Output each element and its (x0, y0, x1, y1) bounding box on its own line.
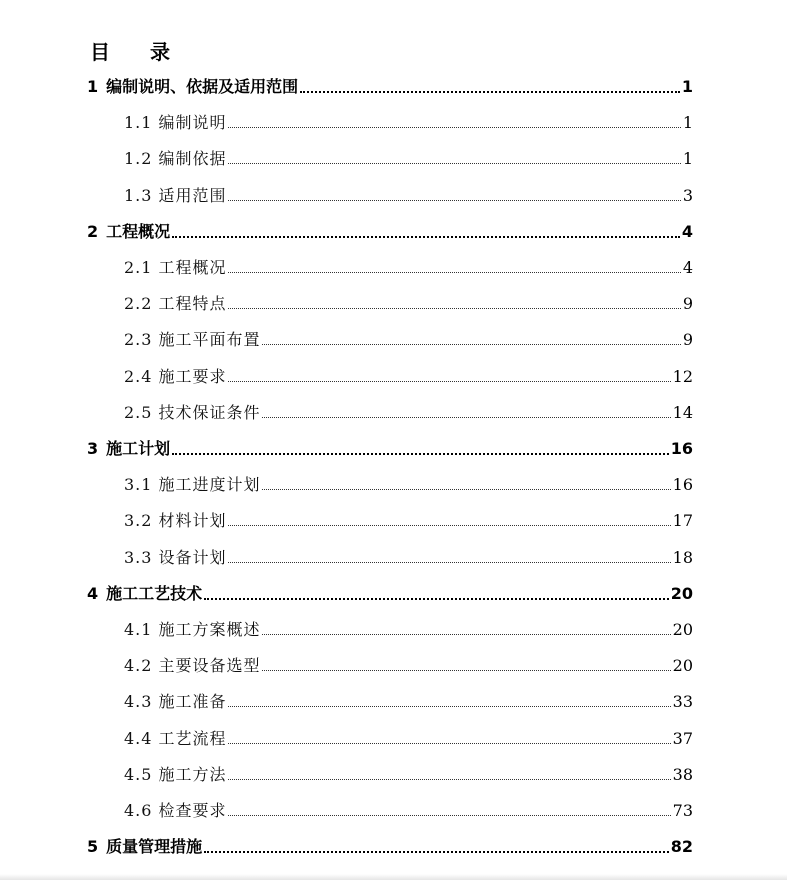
toc-entry-number: 2.4 (124, 367, 153, 386)
toc-page-number: 73 (672, 801, 693, 820)
toc-dot-leader (204, 598, 669, 600)
toc-entry-title: 工程概况 (106, 222, 171, 241)
toc-entry-title: 材料计划 (158, 511, 227, 530)
toc-page-number: 12 (672, 367, 693, 386)
toc-section-entry[interactable] (124, 183, 693, 207)
toc-entry-label (124, 547, 226, 569)
toc-section-entry[interactable] (124, 327, 693, 351)
toc-entry-label (124, 474, 260, 496)
toc-entry-number: 4.4 (124, 729, 153, 748)
toc-page-number: 1 (682, 113, 693, 132)
toc-entry-title: 施工平面布置 (158, 330, 261, 349)
toc-page-number: 17 (672, 511, 693, 530)
toc-entry-number: 4.2 (124, 656, 153, 675)
toc-entry-title: 检查要求 (158, 801, 227, 820)
toc-page-number: 20 (670, 584, 693, 603)
toc-dot-leader (262, 417, 670, 418)
toc-entry-number: 1 (87, 77, 99, 96)
toc-entry-title: 工艺流程 (158, 729, 227, 748)
toc-entry-label (124, 619, 260, 641)
toc-page-number: 9 (682, 330, 693, 349)
toc-section-entry[interactable] (124, 400, 693, 424)
toc-dot-leader (228, 308, 680, 309)
toc-entry-label (124, 329, 260, 351)
toc-entry-label (124, 257, 226, 279)
toc-entry-number: 4.6 (124, 801, 153, 820)
toc-entry-number: 1.1 (124, 113, 153, 132)
toc-dot-leader (228, 815, 670, 816)
toc-dot-leader (228, 163, 680, 164)
toc-section-entry[interactable] (124, 110, 693, 134)
toc-page-number: 14 (672, 403, 693, 422)
toc-entry-label (87, 438, 170, 460)
toc-entry-title: 主要设备选型 (158, 656, 261, 675)
toc-entry-number: 1.3 (124, 186, 153, 205)
toc-dot-leader (204, 851, 669, 853)
toc-entry-title: 工程特点 (158, 294, 227, 313)
toc-page-number: 20 (672, 656, 693, 675)
toc-section-entry[interactable] (124, 689, 693, 713)
toc-entry-title: 设备计划 (158, 548, 227, 567)
toc-entry-title: 技术保证条件 (158, 403, 261, 422)
toc-entry-title: 施工准备 (158, 692, 227, 711)
toc-page-number: 20 (672, 620, 693, 639)
toc-dot-leader (262, 634, 670, 635)
toc-entry-title: 编制说明 (158, 113, 227, 132)
toc-entry-title: 施工工艺技术 (106, 584, 203, 603)
toc-heading-left: 目 (90, 40, 110, 64)
toc-page-number: 4 (681, 222, 693, 241)
toc-dot-leader (262, 344, 680, 345)
toc-page-number: 1 (682, 149, 693, 168)
toc-chapter-entry[interactable] (87, 74, 693, 98)
toc-entry-number: 3.2 (124, 511, 153, 530)
toc-dot-leader (228, 272, 680, 273)
toc-page-number: 16 (672, 475, 693, 494)
toc-entry-label (124, 655, 260, 677)
toc-section-entry[interactable] (124, 472, 693, 496)
toc-dot-leader (228, 127, 680, 128)
toc-entry-title: 施工要求 (158, 367, 227, 386)
toc-page-number: 82 (670, 837, 693, 856)
toc-dot-leader (228, 525, 670, 526)
toc-entry-number: 2.5 (124, 403, 153, 422)
toc-entry-title: 施工进度计划 (158, 475, 261, 494)
toc-section-entry[interactable] (124, 364, 693, 388)
toc-chapter-entry[interactable] (87, 219, 693, 243)
toc-chapter-entry[interactable] (87, 834, 693, 858)
toc-page-number: 1 (681, 77, 693, 96)
toc-entry-label (124, 148, 226, 170)
toc-entry-label (87, 836, 202, 858)
toc-entry-label (124, 185, 226, 207)
toc-section-entry[interactable] (124, 508, 693, 532)
toc-entry-number: 2.3 (124, 330, 153, 349)
toc-entry-title: 编制依据 (158, 149, 227, 168)
toc-section-entry[interactable] (124, 545, 693, 569)
toc-entry-number: 3.1 (124, 475, 153, 494)
toc-section-entry[interactable] (124, 726, 693, 750)
toc-page-number: 18 (672, 548, 693, 567)
toc-section-entry[interactable] (124, 291, 693, 315)
toc-entry-number: 3 (87, 439, 99, 458)
toc-entry-number: 4 (87, 584, 99, 603)
toc-entry-number: 1.2 (124, 149, 153, 168)
toc-entry-label (124, 112, 226, 134)
toc-page-number: 16 (670, 439, 693, 458)
toc-dot-leader (300, 91, 680, 93)
toc-entry-label (124, 800, 226, 822)
toc-chapter-entry[interactable] (87, 581, 693, 605)
toc-section-entry[interactable] (124, 255, 693, 279)
toc-entry-title: 施工方案概述 (158, 620, 261, 639)
toc-heading-right: 录 (150, 40, 170, 64)
toc-entry-number: 4.1 (124, 620, 153, 639)
toc-entry-number: 3.3 (124, 548, 153, 567)
toc-entry-title: 质量管理措施 (106, 837, 203, 856)
toc-entry-number: 2.1 (124, 258, 153, 277)
toc-entry-label (124, 293, 226, 315)
toc-section-entry[interactable] (124, 653, 693, 677)
toc-entry-title: 施工计划 (106, 439, 171, 458)
toc-entry-title: 编制说明、依据及适用范围 (106, 77, 299, 96)
toc-entry-number: 2.2 (124, 294, 153, 313)
toc-dot-leader (172, 236, 680, 238)
toc-page-number: 3 (682, 186, 693, 205)
toc-entry-label (124, 691, 226, 713)
toc-section-entry[interactable] (124, 798, 693, 822)
toc-dot-leader (228, 200, 680, 201)
toc-entry-number: 2 (87, 222, 99, 241)
toc-dot-leader (228, 706, 670, 707)
toc-section-entry[interactable] (124, 146, 693, 170)
toc-dot-leader (228, 381, 670, 382)
toc-entry-title: 适用范围 (158, 186, 227, 205)
toc-dot-leader (262, 489, 670, 490)
toc-section-entry[interactable] (124, 617, 693, 641)
toc-page-number: 9 (682, 294, 693, 313)
toc-page-number: 37 (672, 729, 693, 748)
toc-entry-label (124, 366, 226, 388)
toc-dot-leader (228, 562, 670, 563)
toc-entry-title: 施工方法 (158, 765, 227, 784)
toc-entry-label (124, 728, 226, 750)
page-bottom-edge (0, 874, 787, 880)
toc-entry-label (124, 402, 260, 424)
toc-page-number: 38 (672, 765, 693, 784)
toc-entry-title: 工程概况 (158, 258, 227, 277)
toc-page-number: 4 (682, 258, 693, 277)
toc-entry-label (87, 583, 202, 605)
toc-page-number: 33 (672, 692, 693, 711)
toc-entry-label (87, 221, 170, 243)
toc-entry-number: 5 (87, 837, 99, 856)
toc-dot-leader (172, 453, 669, 455)
toc-entry-number: 4.3 (124, 692, 153, 711)
toc-dot-leader (262, 670, 670, 671)
toc-entry-number: 4.5 (124, 765, 153, 784)
toc-section-entry[interactable] (124, 762, 693, 786)
toc-dot-leader (228, 743, 670, 744)
toc-dot-leader (228, 779, 670, 780)
toc-heading (90, 36, 170, 65)
toc-entry-label (124, 764, 226, 786)
toc-entry-label (124, 510, 226, 532)
toc-entry-label (87, 76, 298, 98)
toc-chapter-entry[interactable] (87, 436, 693, 460)
